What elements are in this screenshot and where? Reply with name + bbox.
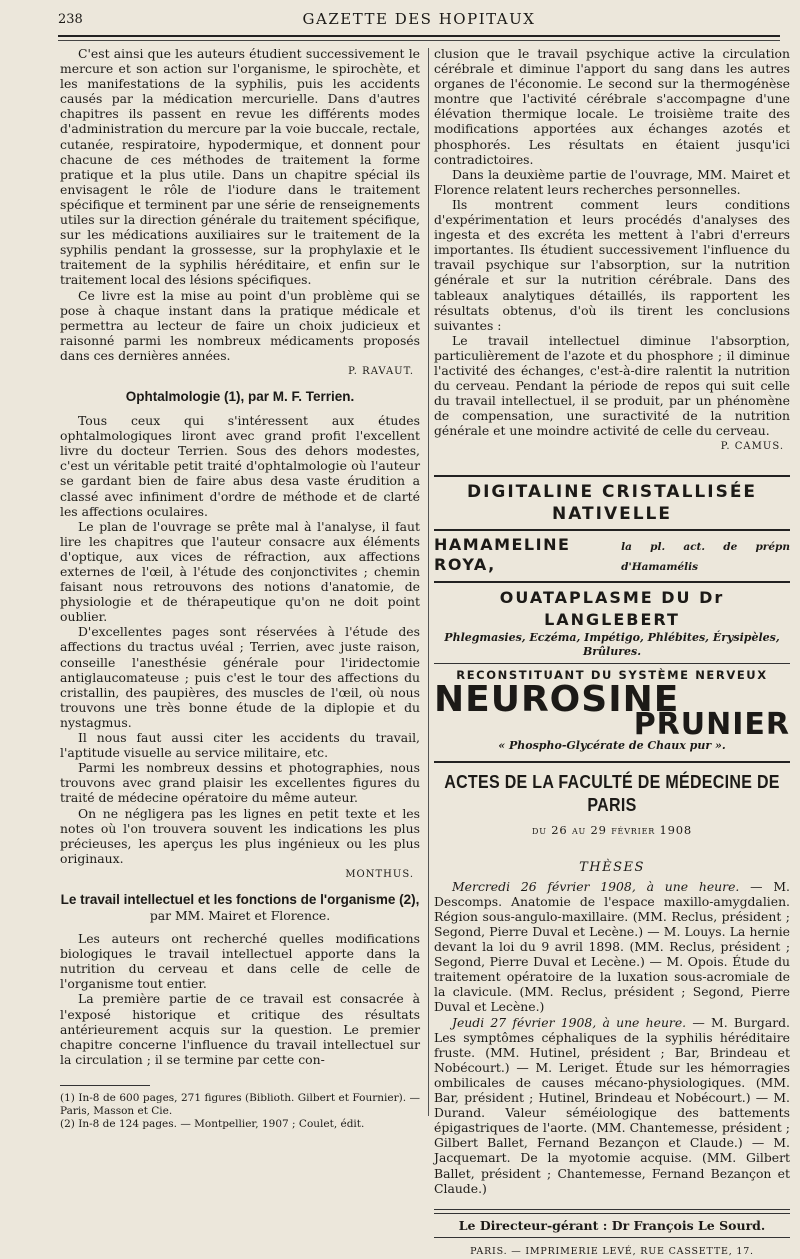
paragraph: Le travail intellectuel diminue l'absorption, particulièrement de l'azote et du phosphore ; il diminue l'activité des échanges, c'est-à-dire ralentit la nutrition du cerveau. Pendant la période de repos qui suit celle du travail intellectuel, il se produit, par un phénomène de compensation, une suractivité de la nutrition générale et une moindre activité de celle du cerveau. — [434, 332, 790, 439]
ad-ouataplasme-sub: Phlegmasies, Eczéma, Impétigo, Phlébites, Érysipèles, Brûlures. — [444, 630, 780, 658]
page-header — [58, 8, 780, 34]
header-rule — [58, 35, 780, 37]
paragraph: Le plan de l'ouvrage se prête mal à l'analyse, il faut lire les chapitres que l'auteur consacre aux éléments d'optique, aux vices de réfraction, aux affections externes de l'œil, à l'étude des conjonctivites ; chemin faisant nous retrouvons des notions d'anatomie, de physiologie et de thérapeutique qu'on ne doit point oublier. — [60, 518, 420, 625]
these-date-1: Mercredi 26 février 1908, à une heure. — [452, 878, 740, 894]
signature-monthus: MONTHUS. — [345, 868, 414, 880]
paragraph: Les auteurs ont recherché quelles modifications biologiques le travail intellectuel apporte dans la nutrition du cerveau et dans celle de celle de l'organisme tout entier. — [60, 931, 420, 992]
paragraph: Dans la deuxième partie de l'ouvrage, MM. Mairet et Florence relatent leurs recherches personnelles. — [434, 166, 790, 197]
right-column — [434, 46, 790, 1259]
column-divider — [428, 48, 429, 1116]
ad-rule — [434, 475, 790, 477]
footnote-rule — [60, 1085, 150, 1086]
ad-hamameline — [434, 535, 790, 577]
section-title-travail-intellectuel: Le travail intellectuel et les fonctions de l'organisme (2), — [60, 891, 420, 907]
paragraph: Tous ceux qui s'intéressent aux études ophtalmologiques liront avec grand profit l'excellent livre du docteur Terrien. Sous des dehors modestes, c'est un véritable petit traité d'ophtalmologie où l'auteur se gardant bien de faire abus desa vaste érudition a classé avec infiniment d'ordre de méthode et de clarté les affections oculaires. — [60, 413, 420, 519]
these-entry-1 — [434, 879, 790, 1015]
ad-ouataplasme: OUATAPLASME DU Dr LANGLEBERT — [499, 587, 725, 629]
directeur-gerant: Le Directeur-gérant : Dr François Le Sourd. — [458, 1217, 766, 1233]
ad-digitaline: DIGITALINE CRISTALLISÉE NATIVELLE — [466, 481, 758, 524]
header-rule-thin — [58, 40, 780, 41]
ad-hamameline-name: HAMAMELINE ROYA, — [434, 534, 571, 574]
these-entry-2 — [434, 1015, 790, 1196]
ad-hamameline-desc: la pl. act. de prépn d'Hamamélis — [621, 540, 790, 573]
running-title: GAZETTE DES HOPITAUX — [302, 10, 536, 28]
paragraph: C'est ainsi que les auteurs étudient successivement le mercure et son action sur l'organisme, le spirochète, et les manifestations de la syphilis, puis les accidents causés par la médication mercurielle. Dans d'autres chapitres ils passent en revue les différents modes d'administration du mercure par la voie buccale, rectale, cutanée, respiratoire, hypodermique, et donnent pour chacune de ces méthodes de traitement la forme pratique et la plus utile. Dans un chapitre spécial ils envisagent le rôle de l'iodure dans le traitement spécifique et terminent par une série de renseignements utiles sur la direction générale du traitement spécifique, sur les médications auxiliaires sur le traitement de la syphilis pendant la grossesse, sur la prophylaxie et le traitement de la syphilis héréditaire, et enfin sur le traitement local des lésions spécifiques. — [60, 46, 420, 288]
bottom-rule — [434, 1237, 790, 1238]
paragraph: Ils montrent comment leurs conditions d'expérimentation et leurs procédés d'analyses des ingesta et des excréta les mettent à l'abri d'erreurs importantes. Ils étudient successivement l'influence du travail psychique sur l'absorption, sur la nutrition générale et sur la nutrition cérébrale. Dans des tableaux analytiques détaillés, ils rapportent les résultats obtenus, d'où ils tirent les conclusions suivantes : — [434, 196, 790, 333]
paragraph: Parmi les nombreux dessins et photographies, nous trouvons avec grand plaisir les excellentes figures du traité de médecine opératoire du même auteur. — [60, 760, 420, 806]
theses-heading: THÈSES — [579, 859, 645, 875]
these-body-1: — M. Descomps. Anatomie de l'espace maxillo-amygdalien. Région sous-angulo-maxillaire. (MM. Reclus, président ; Segond, Pierre Duval et Lecène.) — M. Louys. La hernie devant la loi du 9 avril 1898. (MM. Reclus, président ; Segond, Pierre Duval et Lecène.) — M. Opois. Étude du traitement opératoire de la luxation sous-acromiale de la clavicule. (MM. Reclus, président ; Segond, Pierre Duval et Lecène.) — [434, 878, 790, 1015]
signature-ravaut: P. RAVAUT. — [348, 365, 414, 377]
section-authors: par MM. Mairet et Florence. — [149, 907, 331, 923]
footnote-2: (2) In-8 de 124 pages. — Montpellier, 1907 ; Coulet, édit. — [60, 1117, 365, 1130]
advertisements — [434, 475, 790, 763]
left-column — [60, 46, 420, 1131]
ad-rule — [434, 761, 790, 763]
paragraph: On ne négligera pas les lignes en petit texte et les notes où l'on trouvera souvent les indications les plus précieuses, les aperçus les plus ingénieux ou les plus originaux. — [60, 805, 420, 866]
footnote-1: (1) In-8 de 600 pages, 271 figures (Biblioth. Gilbert et Fournier). — Paris, Masson et Cie. — [60, 1091, 420, 1117]
actes-title: ACTES DE LA FACULTÉ DE MÉDECINE DE PARIS — [444, 772, 780, 816]
ad-rule — [434, 529, 790, 531]
paragraph: D'excellentes pages sont réservées à l'étude des affections du tractus uvéal ; Terrien, avec juste raison, conseille l'anesthésie générale pour l'iridectomie antiglaucomateuse ; puis c'est le tour des affections du cristallin, des paupières, des muscles de l'œil, où nous trouvons une très bonne étude de la diplopie et du nystagmus. — [60, 624, 420, 730]
paragraph: Ce livre est la mise au point d'un problème qui se pose à chaque instant dans la pratique médicale et permettra au lecteur de faire un choix judicieux et raisonné parmi les nombreux médicaments proposés dans ces dernières années. — [60, 287, 420, 363]
ad-rule — [434, 581, 790, 583]
bottom-rule — [434, 1209, 790, 1210]
bottom-rule — [434, 1213, 790, 1214]
ad-phospho: « Phospho-Glycérate de Chaux pur ». — [498, 738, 726, 752]
signature-camus: P. CAMUS. — [720, 441, 784, 453]
ad-neurosine: NEUROSINE — [434, 678, 680, 720]
page-number: 238 — [58, 12, 83, 27]
these-body-2: — M. Burgard. Les symptômes céphaliques de la syphilis héréditaire fruste. (MM. Hutinel, président ; Bar, Brindeau et Nobécourt.) — M. Leriget. Étude sur les hémorragies ombilicales de causes mécano-physiologiques. (MM. Bar, président ; Hutinel, Brindeau et Nobécourt.) — M. Durand. Valeur séméiologique des battements épigastriques de l'aorte. (MM. Chantemesse, président ; Gilbert Ballet, Fernand Bezançon et Claude.) — M. Jacquemart. De la myotomie acquise. (MM. Gilbert Ballet, président ; Chantemesse, Fernand Bezançon et Claude.) — [434, 1014, 791, 1196]
paragraph: clusion que le travail psychique active la circulation cérébrale et diminue l'apport du sang dans les autres organes de l'économie. Le second sur la thermogénèse montre que l'activité cérébrale s'accompagne d'une élévation thermique locale. Le troisième traite des modifications apportées aux échanges azotés et phosphorés. Les résultats en étaient jusqu'ici contradictoires. — [434, 46, 790, 167]
ad-rule — [434, 663, 790, 664]
actes-date: du 26 au 29 février 1908 — [532, 822, 692, 837]
ad-prunier: PRUNIER — [633, 706, 790, 742]
paragraph: Il nous faut aussi citer les accidents du travail, l'aptitude visuelle au service militaire, etc. — [60, 730, 420, 761]
paragraph: La première partie de ce travail est consacrée à l'exposé historique et critique des résultats antérieurement acquis sur la question. Le premier chapitre concerne l'influence du travail intellectuel sur la circulation ; il se termine par cette con- — [60, 991, 420, 1067]
these-date-2: Jeudi 27 février 1908, à une heure. — [452, 1014, 687, 1030]
ad-reconstituant: RECONSTITUANT DU SYSTÈME NERVEUX — [456, 667, 768, 682]
section-title-ophtalmologie: Ophtalmologie (1), par M. F. Terrien. — [125, 389, 355, 405]
imprimerie: PARIS. — IMPRIMERIE LEVÉ, RUE CASSETTE, 17. — [470, 1245, 754, 1257]
